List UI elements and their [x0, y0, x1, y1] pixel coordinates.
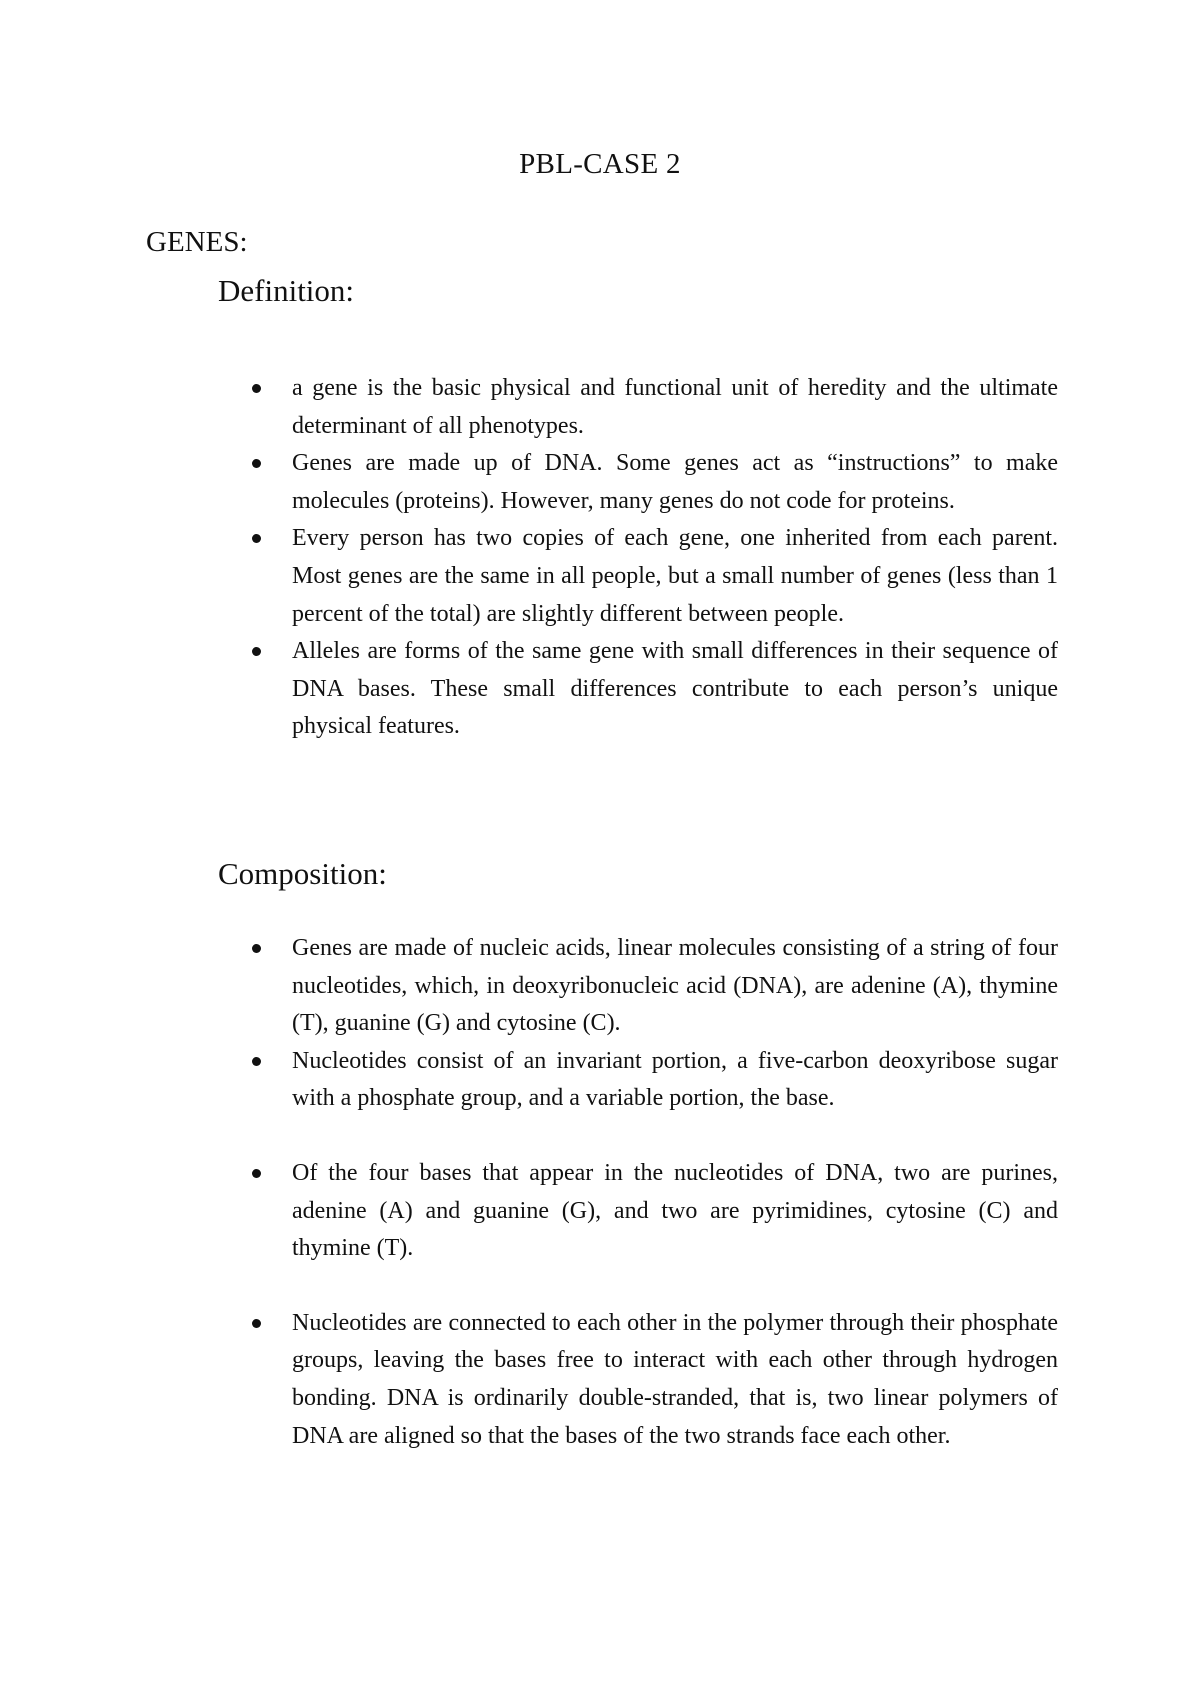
bullet-text: Of the four bases that appear in the nucleotides of DNA, two are purines, adenine (A) and guanine (G), and two are pyrimidines, cytosine (C) and thymine (T). — [292, 1159, 1058, 1262]
bullet-text: Genes are made up of DNA. Some genes act as “instructions” to make molecules (proteins). However, many genes do not code for proteins. — [292, 450, 1058, 514]
bullet-text: Nucleotides are connected to each other in the polymer through their phosphate groups, leaving the bases free to interact with each other through hydrogen bonding. DNA is ordinarily double-stranded, that is, two linear polymers of DNA are aligned so that the bases of the two strands face each other. — [292, 1309, 1058, 1449]
definition-bullet-list — [0, 370, 1200, 746]
bullet-icon — [252, 1169, 261, 1178]
bullet-icon — [252, 384, 261, 393]
bullet-icon — [252, 534, 261, 543]
bullet-icon — [252, 1057, 261, 1066]
list-item — [292, 445, 1058, 520]
section-heading-genes: GENES: — [146, 226, 248, 258]
composition-bullet-list — [0, 930, 1200, 1455]
bullet-text: a gene is the basic physical and functional unit of heredity and the ultimate determinant of all phenotypes. — [292, 375, 1058, 439]
bullet-text: Nucleotides consist of an invariant portion, a five-carbon deoxyribose sugar with a phosphate group, and a variable portion, the base. — [292, 1047, 1058, 1112]
list-item — [292, 1043, 1058, 1118]
bullet-text: Genes are made of nucleic acids, linear molecules consisting of a string of four nucleotides, which, in deoxyribonucleic acid (DNA), are adenine (A), thymine (T), guanine (G) and cytosine (C). — [292, 935, 1058, 1037]
subheading-definition: Definition: — [218, 273, 355, 308]
list-item — [292, 1155, 1058, 1268]
bullet-icon — [252, 647, 261, 656]
bullet-icon — [252, 459, 261, 468]
list-item — [292, 1305, 1058, 1455]
list-item — [292, 370, 1058, 445]
subheading-composition: Composition: — [218, 856, 387, 891]
bullet-icon — [252, 944, 261, 953]
bullet-text: Alleles are forms of the same gene with small differences in their sequence of DNA bases. These small differences contribute to each person’s unique physical features. — [292, 638, 1058, 740]
bullet-text: Every person has two copies of each gene, one inherited from each parent. Most genes are the same in all people, but a small number of genes (less than 1 percent of the total) are slightly different between people. — [292, 525, 1058, 627]
list-item — [292, 633, 1058, 746]
list-item — [292, 520, 1058, 633]
document-title: PBL-CASE 2 — [519, 148, 681, 180]
bullet-icon — [252, 1319, 261, 1328]
list-item — [292, 930, 1058, 1043]
